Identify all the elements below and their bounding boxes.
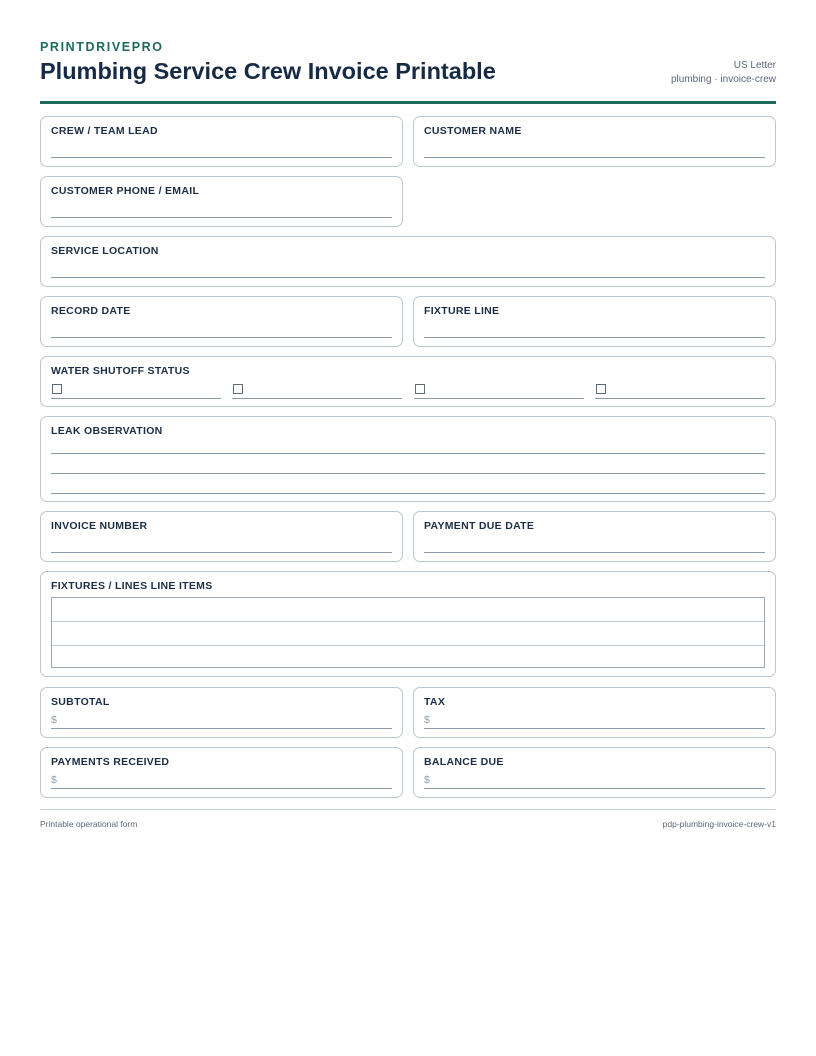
shutoff-checkbox-2[interactable] (233, 384, 243, 394)
table-row-divider (52, 645, 764, 646)
customer-name-field[interactable] (413, 116, 776, 167)
record-date-input-line[interactable] (51, 337, 392, 338)
subtotal-input-line[interactable] (51, 728, 392, 729)
balance-due-currency: $ (424, 774, 430, 786)
fixture-line-input-line[interactable] (424, 337, 765, 338)
table-row-divider (52, 621, 764, 622)
leak-observation-line-3[interactable] (51, 493, 765, 494)
line-items-label: FIXTURES / LINES LINE ITEMS (51, 580, 213, 592)
payment-due-date-input-line[interactable] (424, 552, 765, 553)
fixture-line-label: FIXTURE LINE (424, 305, 500, 317)
water-shutoff-field (40, 356, 776, 407)
tax-label: TAX (424, 696, 446, 708)
record-date-label: RECORD DATE (51, 305, 131, 317)
customer-contact-input-line[interactable] (51, 217, 392, 218)
document-tags: plumbing · invoice-crew (670, 73, 776, 85)
crew-lead-label: CREW / TEAM LEAD (51, 125, 158, 137)
payments-received-label: PAYMENTS RECEIVED (51, 756, 170, 768)
leak-observation-label: LEAK OBSERVATION (51, 425, 163, 437)
shutoff-option-line-4[interactable] (595, 398, 765, 399)
footer-form-type: Printable operational form (40, 819, 138, 829)
invoice-number-field[interactable] (40, 511, 403, 562)
service-location-input-line[interactable] (51, 277, 765, 278)
fixture-line-field[interactable] (413, 296, 776, 347)
shutoff-option-line-3[interactable] (414, 398, 584, 399)
payments-received-input-line[interactable] (51, 788, 392, 789)
service-location-label: SERVICE LOCATION (51, 245, 159, 257)
shutoff-option-line-1[interactable] (51, 398, 221, 399)
brand-name: PRINTDRIVEPRO (40, 40, 164, 54)
customer-contact-label: CUSTOMER PHONE / EMAIL (51, 185, 200, 197)
tax-input-line[interactable] (424, 728, 765, 729)
page-footer (40, 809, 776, 834)
payments-received-currency: $ (51, 774, 57, 786)
payment-due-date-label: PAYMENT DUE DATE (424, 520, 535, 532)
payment-due-date-field[interactable] (413, 511, 776, 562)
shutoff-checkbox-3[interactable] (415, 384, 425, 394)
invoice-number-label: INVOICE NUMBER (51, 520, 148, 532)
subtotal-field[interactable] (40, 687, 403, 738)
crew-lead-input-line[interactable] (51, 157, 392, 158)
footer-form-id: pdp-plumbing-invoice-crew-v1 (662, 819, 776, 829)
leak-observation-field[interactable] (40, 416, 776, 502)
balance-due-field[interactable] (413, 747, 776, 798)
leak-observation-line-2[interactable] (51, 473, 765, 474)
water-shutoff-label: WATER SHUTOFF STATUS (51, 365, 190, 377)
customer-name-label: CUSTOMER NAME (424, 125, 522, 137)
service-location-field[interactable] (40, 236, 776, 287)
crew-lead-field[interactable] (40, 116, 403, 167)
balance-due-label: BALANCE DUE (424, 756, 504, 768)
shutoff-checkbox-4[interactable] (596, 384, 606, 394)
record-date-field[interactable] (40, 296, 403, 347)
balance-due-input-line[interactable] (424, 788, 765, 789)
payments-received-field[interactable] (40, 747, 403, 798)
line-items-table[interactable] (51, 597, 765, 668)
page-header (40, 40, 776, 104)
document-meta (671, 59, 776, 86)
page-title: Plumbing Service Crew Invoice Printable (40, 58, 496, 84)
shutoff-checkbox-1[interactable] (52, 384, 62, 394)
invoice-number-input-line[interactable] (51, 552, 392, 553)
customer-name-input-line[interactable] (424, 157, 765, 158)
tax-currency: $ (424, 714, 430, 726)
leak-observation-line-1[interactable] (51, 453, 765, 454)
customer-contact-field[interactable] (40, 176, 403, 227)
paper-size: US Letter (733, 60, 776, 71)
tax-field[interactable] (413, 687, 776, 738)
subtotal-currency: $ (51, 714, 57, 726)
shutoff-option-line-2[interactable] (232, 398, 402, 399)
subtotal-label: SUBTOTAL (51, 696, 110, 708)
line-items-section (40, 571, 776, 677)
